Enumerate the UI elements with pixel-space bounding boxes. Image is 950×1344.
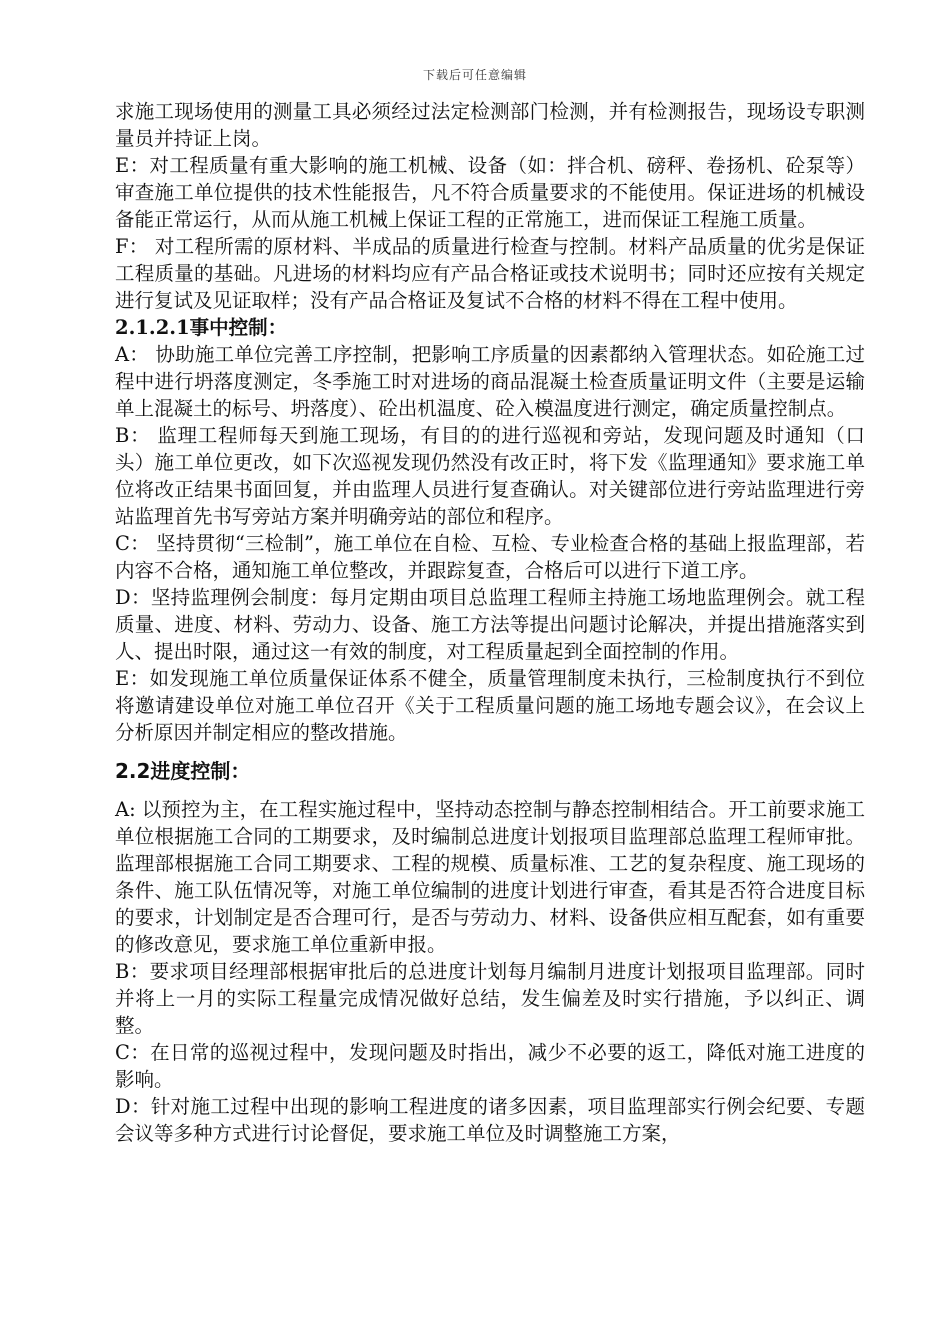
section-heading: 2.2进度控制： <box>115 759 251 783</box>
paragraph: F： 对工程所需的原材料、半成品的质量进行检查与控制。材料产品质量的优劣是保证工程质量的基础。凡进场的材料均应有产品合格证或技术说明书；同时还应按有关规定进行复试及见证取样；没有产品合格证及复试不合格的材料不得在工程中使用。 <box>115 235 865 312</box>
paragraph: C： 坚持贯彻“三检制”，施工单位在自检、互检、专业检查合格的基础上报监理部，若内容不合格，通知施工单位整改，并跟踪复查，合格后可以进行下道工序。 <box>115 532 865 582</box>
paragraph: B：要求项目经理部根据审批后的总进度计划每月编制月进度计划报项目监理部。同时并将上一月的实际工程量完成情况做好总结，发生偏差及时实行措施，予以纠正、调整。 <box>115 960 865 1037</box>
section-subheading: 2.1.2.1事中控制： <box>115 316 288 339</box>
paragraph: A: 以预控为主，在工程实施过程中，坚持动态控制与静态控制相结合。开工前要求施工单位根据施工合同的工期要求，及时编制总进度计划报项目监理部总监理工程师审批。监理部根据施工合同工期要求、工程的规模、质量标准、工艺的复杂程度、施工现场的条件、施工队伍情况等，对施工单位编制的进度计划进行审查，看其是否符合进度目标的要求，计划制定是否合理可行，是否与劳动力、材料、设备供应相互配套，如有重要的修改意见，要求施工单位重新申报。 <box>115 798 865 956</box>
page-header: 下载后可任意编辑 <box>422 68 527 82</box>
paragraph: C：在日常的巡视过程中，发现问题及时指出，减少不必要的返工，降低对施工进度的影响。 <box>115 1041 865 1091</box>
document-body <box>115 98 865 1147</box>
paragraph: D：针对施工过程中出现的影响工程进度的诸多因素，项目监理部实行例会纪要、专题会议等多种方式进行讨论督促，要求施工单位及时调整施工方案， <box>115 1095 865 1145</box>
paragraph: E：对工程质量有重大影响的施工机械、设备（如：拌合机、磅秤、卷扬机、砼泵等）审查施工单位提供的技术性能报告，凡不符合质量要求的不能使用。保证进场的机械设备能正常运行，从而从施工机械上保证工程的正常施工，进而保证工程施工质量。 <box>115 154 865 231</box>
paragraph: A： 协助施工单位完善工序控制，把影响工序质量的因素都纳入管理状态。如砼施工过程中进行坍落度测定，冬季施工时对进场的商品混凝土检查质量证明文件（主要是运输单上混凝土的标号、坍落度）、砼出机温度、砼入模温度进行测定，确定质量控制点。 <box>115 343 865 420</box>
paragraph: E：如发现施工单位质量保证体系不健全，质量管理制度未执行，三检制度执行不到位将邀请建设单位对施工单位召开《关于工程质量问题的施工场地专题会议》，在会议上分析原因并制定相应的整改措施。 <box>115 667 865 744</box>
paragraph: 求施工现场使用的测量工具必须经过法定检测部门检测，并有检测报告，现场设专职测量员并持证上岗。 <box>115 100 865 150</box>
paragraph: D：坚持监理例会制度：每月定期由项目总监理工程师主持施工场地监理例会。就工程质量、进度、材料、劳动力、设备、施工方法等提出问题讨论解决，并提出措施落实到人、提出时限，通过这一有效的制度，对工程质量起到全面控制的作用。 <box>115 586 865 663</box>
paragraph: B： 监理工程师每天到施工现场，有目的的进行巡视和旁站，发现问题及时通知（口头）施工单位更改，如下次巡视发现仍然没有改正时，将下发《监理通知》要求施工单位将改正结果书面回复，并由监理人员进行复查确认。对关键部位进行旁站监理进行旁站监理首先书写旁站方案并明确旁站的部位和程序。 <box>115 424 865 528</box>
